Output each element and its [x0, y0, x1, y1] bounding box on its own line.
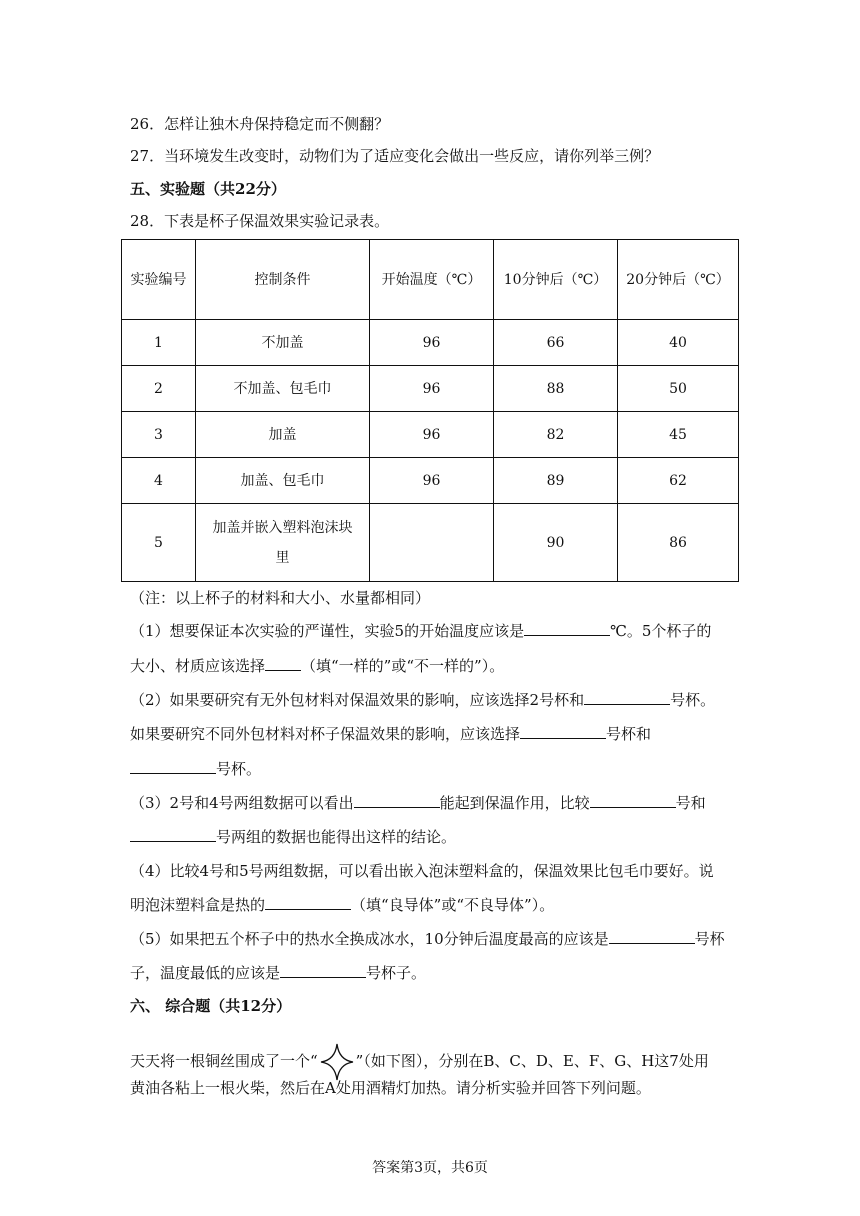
experiment-table [121, 239, 739, 582]
part-4-text: 明泡沫塑料盒是热的 [130, 896, 266, 914]
question-28-intro: 28．下表是杯子保温效果实验记录表。 [130, 212, 390, 230]
table-row [122, 366, 739, 412]
table-cell: 96 [370, 366, 494, 412]
part-1-text: （填“一样的”或“不一样的”）。 [301, 657, 505, 675]
table-cell: 3 [122, 412, 196, 458]
part-1-text: 大小、材质应该选择 [130, 657, 266, 675]
table-header-cell: 开始温度（℃） [370, 240, 494, 320]
part-5-line-1 [130, 928, 725, 950]
table-cell: 86 [618, 504, 739, 582]
answer-blank[interactable] [354, 792, 440, 808]
table-cell: 96 [370, 412, 494, 458]
part-3-text: 号两组的数据也能得出这样的结论。 [216, 828, 457, 846]
part-5-text: 号杯 [694, 930, 725, 948]
part-2-text: 号杯。 [670, 691, 716, 709]
part-5-line-2 [130, 962, 426, 984]
answer-blank[interactable] [280, 962, 366, 978]
table-note: （注：以上杯子的材料和大小、水量都相同） [130, 589, 431, 607]
answer-blank[interactable] [265, 894, 351, 910]
answer-blank[interactable] [609, 928, 695, 944]
section-5-heading: 五、实验题（共22分） [130, 180, 286, 198]
question-26: 26．怎样让独木舟保持稳定而不侧翻？ [130, 115, 390, 133]
part-1-line-1 [130, 620, 711, 642]
table-row [122, 504, 739, 582]
answer-blank[interactable] [520, 723, 606, 739]
table-cell: 4 [122, 458, 196, 504]
part-2-text: 号杯。 [216, 760, 262, 778]
table-cell: 62 [618, 458, 739, 504]
part-5-text: （5）如果把五个杯子中的热水全换成冰水，10分钟后温度最高的应该是 [130, 930, 609, 948]
part-5-text: 号杯子。 [366, 964, 427, 982]
part-5-text: 子，温度最低的应该是 [130, 964, 281, 982]
table-cell: 66 [494, 320, 618, 366]
part-3-text: 能起到保温作用，比较 [439, 794, 590, 812]
table-cell: 96 [370, 320, 494, 366]
part-2-text: 如果要研究不同外包材料对杯子保温效果的影响，应该选择 [130, 725, 521, 743]
answer-blank[interactable] [524, 620, 610, 636]
table-cell: 90 [494, 504, 618, 582]
table-row [122, 320, 739, 366]
table-cell: 5 [122, 504, 196, 582]
table-header-cell: 实验编号 [122, 240, 196, 320]
part-1-text: （1）想要保证本次实验的严谨性，实验5的开始温度应该是 [130, 622, 525, 640]
part-2-line-1 [130, 689, 715, 711]
section-6-text: ”（如下图），分别在B、C、D、E、F、G、H这7处用 [355, 1052, 709, 1070]
table-cell: 40 [618, 320, 739, 366]
part-2-text: 号杯和 [606, 725, 652, 743]
part-2-line-2 [130, 723, 651, 745]
part-2-text: （2）如果要研究有无外包材料对保温效果的影响，应该选择2号杯和 [130, 691, 585, 709]
answer-blank[interactable] [130, 826, 216, 842]
section-6-text: 天天将一根铜丝围成了一个“ [130, 1052, 318, 1070]
part-4-line-2 [130, 894, 554, 916]
part-3-line-2 [130, 826, 456, 848]
part-4-line-1: （4）比较4号和5号两组数据，可以看出嵌入泡沫塑料盒的，保温效果比包毛巾要好。说 [130, 862, 714, 880]
table-cell: 加盖并嵌入塑料泡沫块里 [196, 504, 370, 582]
table-cell: 2 [122, 366, 196, 412]
part-2-line-3 [130, 758, 261, 780]
table-cell: 50 [618, 366, 739, 412]
table-cell: 加盖、包毛巾 [196, 458, 370, 504]
part-3-line-1 [130, 792, 706, 814]
table-cell: 1 [122, 320, 196, 366]
table-row [122, 458, 739, 504]
table-cell: 96 [370, 458, 494, 504]
table-cell: 45 [618, 412, 739, 458]
section-6-line-2: 黄油各粘上一根火柴，然后在A处用酒精灯加热。请分析实验并回答下列问题。 [130, 1079, 651, 1097]
table-header-row [122, 240, 739, 320]
section-6-heading: 六、 综合题（共12分） [130, 997, 292, 1015]
table-cell: 89 [494, 458, 618, 504]
question-27: 27．当环境发生改变时，动物们为了适应变化会做出一些反应，请你列举三例？ [130, 147, 660, 165]
table-cell: 88 [494, 366, 618, 412]
table-header-cell: 控制条件 [196, 240, 370, 320]
part-1-line-2 [130, 655, 504, 677]
table-cell: 不加盖 [196, 320, 370, 366]
page-footer: 答案第3页，共6页 [372, 1160, 488, 1176]
table-row [122, 412, 739, 458]
table-header-cell: 20分钟后（℃） [618, 240, 739, 320]
answer-blank[interactable] [130, 758, 216, 774]
answer-blank[interactable] [265, 655, 301, 671]
table-header-cell: 10分钟后（℃） [494, 240, 618, 320]
table-cell: 不加盖、包毛巾 [196, 366, 370, 412]
part-3-text: （3）2号和4号两组数据可以看出 [130, 794, 354, 812]
answer-blank[interactable] [584, 689, 670, 705]
part-3-text: 号和 [675, 794, 706, 812]
four-point-star-icon [320, 1043, 354, 1081]
table-cell [370, 504, 494, 582]
part-1-text: ℃。5个杯子的 [610, 622, 712, 640]
answer-blank[interactable] [590, 792, 676, 808]
section-6-line-1 [130, 1043, 709, 1081]
table-cell: 加盖 [196, 412, 370, 458]
part-4-text: （填“良导体”或“不良导体”）。 [351, 896, 555, 914]
table-cell: 82 [494, 412, 618, 458]
